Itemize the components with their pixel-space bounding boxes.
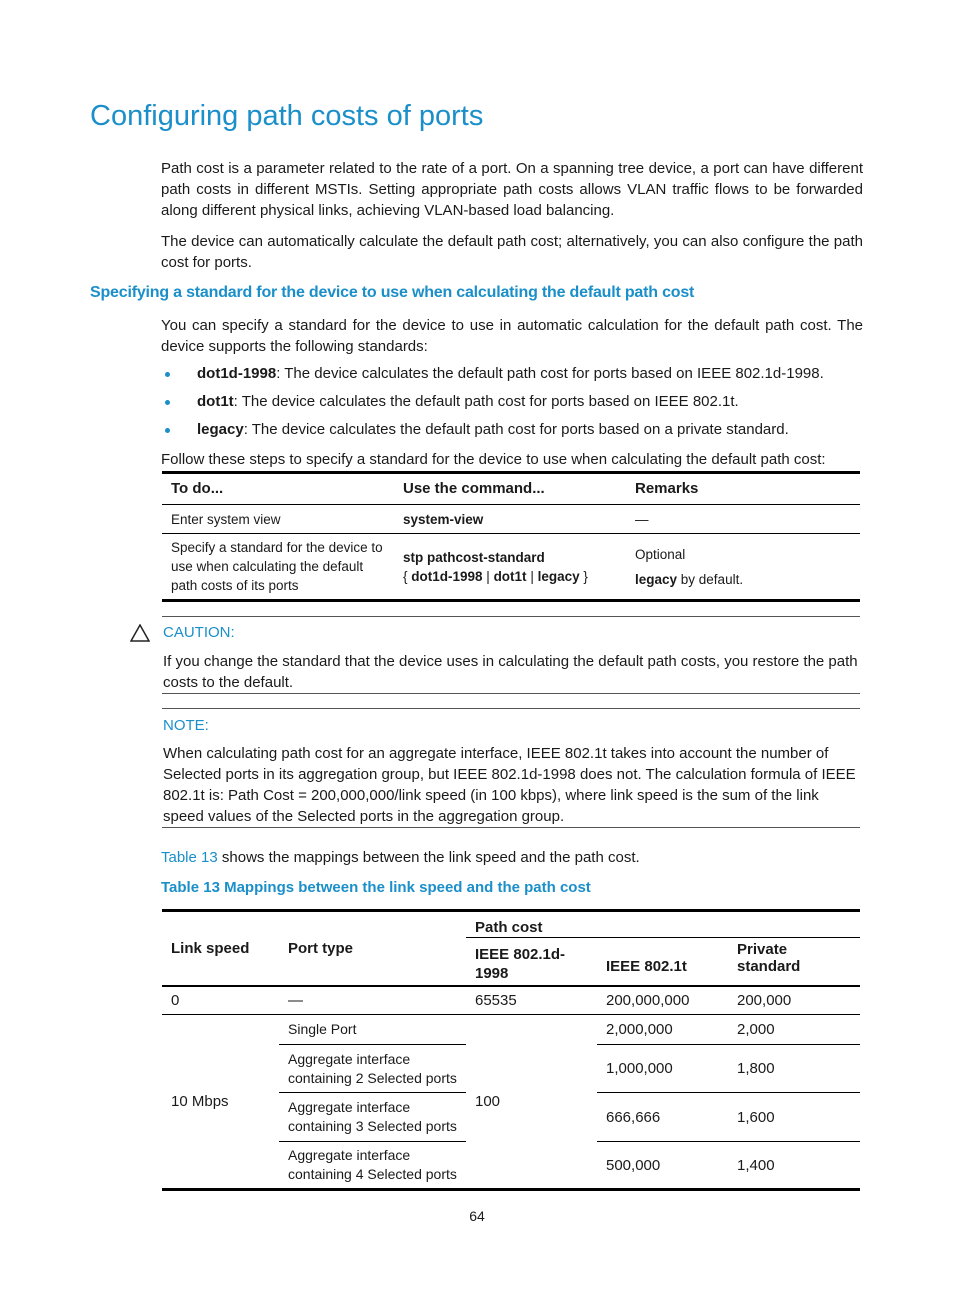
table-header: Remarks: [635, 480, 699, 497]
remarks-cell: Optional legacy by default.: [635, 546, 744, 587]
command-cell: system-view: [403, 511, 484, 527]
table-header: Use the command...: [403, 480, 545, 497]
caution-text: If you change the standard that the device uses in calculating the default path costs, you restore the path costs to the default.: [163, 653, 858, 691]
command-table: [162, 471, 860, 602]
list-item: legacy: The device calculates the default path cost for ports based on a private standard.: [161, 419, 863, 447]
page-title: Configuring path costs of ports: [90, 100, 484, 132]
header-ieee-1t: IEEE 802.1t: [597, 938, 728, 986]
command-cell: stp pathcost-standard { dot1d-1998 | dot1t | legacy }: [403, 549, 588, 584]
note-label: NOTE:: [163, 717, 209, 734]
list-item: dot1d-1998: The device calculates the default path cost for ports based on IEEE 802.1d-1998.: [161, 363, 863, 391]
header-path-cost: Path cost: [466, 911, 860, 938]
table-row: Aggregate interface containing 4 Selected ports 500,000 1,400: [288, 1147, 775, 1182]
standard-term: legacy: [197, 421, 244, 438]
page-number: 64: [469, 1208, 485, 1224]
standard-term: dot1t: [197, 393, 234, 410]
todo-cell: Enter system view: [171, 511, 281, 527]
intro-paragraph-2: The device can automatically calculate the default path cost; alternatively, you can also configure the path cost for ports.: [161, 233, 863, 271]
intro-paragraph-1: Path cost is a parameter related to the rate of a port. On a spanning tree device, a port can have different path costs in different MSTIs. Setting appropriate path costs allows VLAN traffic flows to be forwarded along different physical links, achieving VLAN-based load balancing.: [161, 160, 863, 219]
standard-term: dot1d-1998: [197, 365, 277, 382]
table-caption: Table 13 Mappings between the link speed and the path cost: [161, 879, 591, 896]
note-bottom-rule: [162, 827, 860, 828]
header-private: Private standard: [728, 938, 860, 986]
caution-label: CAUTION:: [163, 624, 235, 641]
section-heading: Specifying a standard for the device to use when calculating the default path cost: [90, 284, 695, 301]
speed-cell: 10 Mbps: [171, 1093, 229, 1110]
caution-icon: [130, 624, 150, 642]
bullet-icon: [165, 372, 170, 377]
mapping-table: [162, 909, 860, 1191]
table-row: Aggregate interface containing 3 Selected ports 666,666 1,600: [162, 1093, 860, 1142]
remarks-cell: —: [635, 511, 649, 527]
table-row: [162, 534, 860, 601]
standards-list: [161, 363, 863, 447]
ieee-1998-cost-cell: 100: [475, 1093, 501, 1110]
table-header: To do...: [171, 480, 224, 497]
table-row: 10 Mbps Single Port 100 2,000,000 2,000: [162, 1015, 860, 1045]
table-row: 0 — 65535 200,000,000 200,000: [162, 986, 860, 1015]
table-13-link[interactable]: Table 13: [161, 849, 218, 866]
bullet-icon: [165, 400, 170, 405]
header-link-speed: Link speed: [162, 911, 279, 986]
note-top-rule: [162, 708, 860, 709]
table-reference: Table 13 shows the mappings between the link speed and the path cost.: [161, 849, 640, 866]
header-port-type: Port type: [279, 911, 466, 986]
section-intro: You can specify a standard for the device to use in automatic calculation for the default path cost. The device supports the following standards:: [161, 317, 863, 355]
header-ieee-1998: IEEE 802.1d-1998: [466, 938, 597, 986]
todo-cell: Specify a standard for the device to use when calculating the default path costs of its ports: [171, 540, 383, 593]
table-row: Aggregate interface containing 2 Selected ports 1,000,000 1,800: [162, 1045, 860, 1093]
bullet-icon: [165, 428, 170, 433]
note-text: When calculating path cost for an aggregate interface, IEEE 802.1t takes into account the number of Selected ports in its aggregation group, but IEEE 802.1d-1998 does not. The calculation formula of IEEE 802.1t is: Path Cost = 200,000,000/link speed (in 100 kbps), where link speed is the sum of the link speed values of the Selected ports in the aggregation group.: [163, 745, 856, 825]
caution-bottom-rule: [162, 693, 860, 694]
list-item: dot1t: The device calculates the default path cost for ports based on IEEE 802.1t.: [161, 391, 863, 419]
caution-top-rule: [162, 616, 860, 617]
table-row: [162, 505, 860, 534]
steps-intro: Follow these steps to specify a standard for the device to use when calculating the default path cost:: [161, 451, 826, 468]
